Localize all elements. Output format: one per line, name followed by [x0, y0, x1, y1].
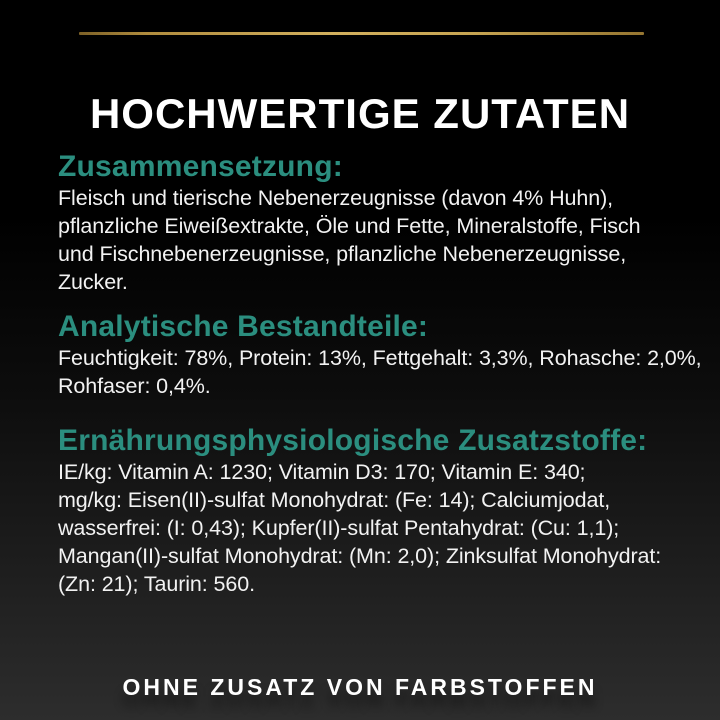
section-heading-analytical: Analytische Bestandteile:: [58, 310, 429, 343]
section-heading-additives: Ernährungsphysiologische Zusatzstoffe:: [58, 424, 648, 457]
body-line: pflanzliche Eiweißextrakte, Öle und Fette, Mineralstoffe, Fisch: [58, 214, 641, 238]
section-heading-composition: Zusammensetzung:: [58, 150, 343, 183]
section-body-analytical: [58, 344, 702, 400]
body-line: Fleisch und tierische Nebenerzeugnisse (davon 4% Huhn),: [58, 186, 614, 210]
section-body-composition: [58, 184, 680, 296]
section-composition: [58, 150, 680, 296]
body-line: Rohfaser: 0,4%.: [58, 374, 211, 398]
section-analytical-constituents: [58, 310, 702, 400]
body-line: Feuchtigkeit: 78%, Protein: 13%, Fettgehalt: 3,3%, Rohasche: 2,0%,: [58, 346, 702, 370]
ingredient-sections: [58, 150, 702, 598]
body-line: wasserfrei: (I: 0,43); Kupfer(II)-sulfat Pentahydrat: (Cu: 1,1);: [58, 516, 620, 540]
section-nutritional-additives: [58, 424, 680, 598]
body-line: Mangan(II)-sulfat Monohydrat: (Mn: 2,0); Zinksulfat Monohydrat:: [58, 544, 662, 568]
page-title: HOCHWERTIGE ZUTATEN: [89, 90, 631, 138]
body-line: IE/kg: Vitamin A: 1230; Vitamin D3: 170; Vitamin E: 340;: [58, 460, 586, 484]
body-line: Zucker.: [58, 270, 128, 294]
footer-claim: OHNE ZUSATZ VON FARBSTOFFEN: [122, 674, 598, 700]
section-body-additives: [58, 458, 680, 598]
body-line: und Fischnebenerzeugnisse, pflanzliche Nebenerzeugnisse,: [58, 242, 627, 266]
body-line: mg/kg: Eisen(II)-sulfat Monohydrat: (Fe: 14); Calciumjodat,: [58, 488, 611, 512]
body-line: (Zn: 21); Taurin: 560.: [58, 572, 255, 596]
gold-divider: [79, 32, 644, 35]
